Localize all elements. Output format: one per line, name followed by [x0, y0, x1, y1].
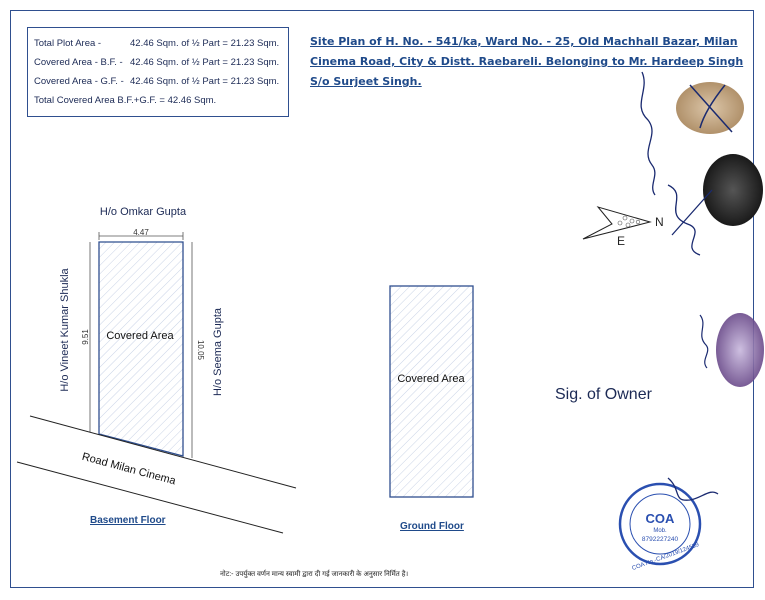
basement-plan	[17, 206, 296, 533]
fingerprint-purple-icon	[716, 313, 764, 387]
architect-stamp	[620, 478, 718, 572]
compass-east-letter: E	[617, 234, 626, 248]
total-covered-area: Total Covered Area B.F.+G.F. = 42.46 Sqm.	[34, 95, 217, 106]
area-row-value: 42.46 Sqm. of ½ Part = 21.23 Sqm.	[130, 38, 280, 49]
stamp-mob-label: Mob.	[653, 528, 667, 534]
ground-area-label: Covered Area	[397, 373, 465, 385]
stamp-center-text: COA	[645, 511, 675, 526]
owner-signature-label: Sig. of Owner	[555, 386, 652, 403]
area-row-label: Covered Area - B.F. -	[34, 57, 123, 68]
area-row-label: Covered Area - G.F. -	[34, 76, 124, 87]
basement-area-label: Covered Area	[106, 330, 174, 342]
basement-floor-label: Basement Floor	[90, 515, 166, 526]
footer-note: नोट:- उपर्युक्त वर्णन मान्य स्वामी द्वारा दी गई जानकारी के अनुसार निर्मित है।	[220, 571, 409, 578]
ground-covered-area	[390, 286, 473, 497]
ground-floor-label: Ground Floor	[400, 521, 464, 532]
area-row-value: 42.46 Sqm. of ½ Part = 21.23 Sqm.	[130, 76, 280, 87]
dim-right-text: 10.05	[196, 339, 205, 361]
north-arrow	[583, 207, 664, 248]
dim-top-text: 4.47	[133, 228, 149, 237]
road-label: Road Milan Cinema	[80, 450, 177, 488]
stamp-registration: COA No.-CA/2019/124559	[631, 542, 700, 572]
north-neighbor-label: H/o Omkar Gupta	[99, 206, 187, 218]
signature-vertical-3-icon	[700, 315, 708, 368]
area-row-value: 42.46 Sqm. of ½ Part = 21.23 Sqm.	[130, 57, 280, 68]
east-neighbor-label: H/o Seema Gupta	[212, 307, 224, 397]
ground-plan	[390, 286, 473, 497]
plan-title: Site Plan of H. No. - 541/ka, Ward No. - 25, Old Machhall Bazar, Milan Cinema Road, City & Distt. Raebareli. Belonging to Mr. Hardeep Singh S/o Surjeet Singh.	[310, 35, 744, 88]
compass-north-letter: N	[655, 215, 664, 229]
stamp-signature-icon	[668, 478, 718, 500]
basement-covered-area	[99, 242, 183, 456]
area-row-label: Total Plot Area -	[34, 38, 102, 49]
dim-left-text: 9.51	[81, 329, 90, 345]
stamp-phone: 8792227240	[641, 536, 679, 543]
west-neighbor-label: H/o Vineet Kumar Shukla	[59, 268, 71, 392]
signature-vertical-1-icon	[641, 72, 655, 195]
